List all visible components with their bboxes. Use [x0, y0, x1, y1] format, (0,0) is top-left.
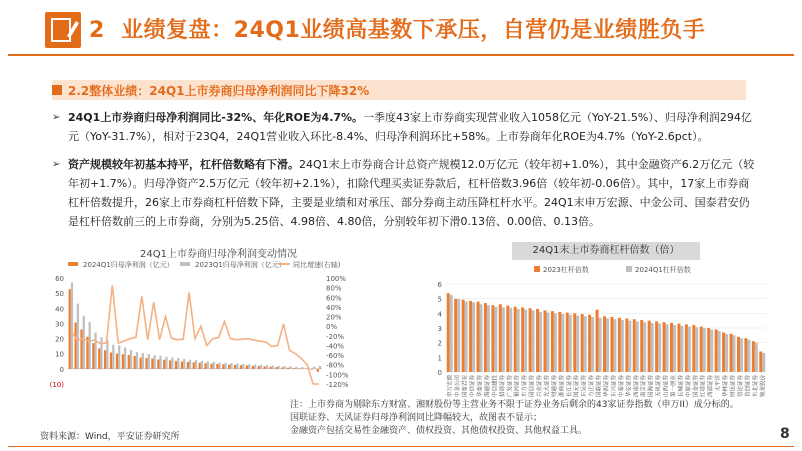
bar-2024q1	[246, 366, 248, 369]
y2-tick-label: -20%	[326, 332, 345, 341]
bar-leverage-2024q1	[576, 316, 579, 372]
bar-leverage-2024q1	[450, 295, 453, 372]
bar-leverage-2024q1	[546, 313, 549, 372]
bar-2024q1	[252, 366, 254, 369]
bar-leverage-2023	[491, 305, 494, 372]
bar-leverage-2024q1	[688, 327, 691, 372]
legend-swatch	[180, 262, 190, 266]
bar-2024q1	[204, 363, 206, 369]
bar-leverage-2024q1	[613, 319, 616, 372]
bar-leverage-2023	[730, 334, 733, 372]
bar-leverage-2024q1	[718, 331, 721, 372]
bar-2024q1	[80, 329, 82, 368]
note-line: 金融资产包括交易性金融资产、债权投资、其他债权投资、其他权益工具。	[290, 426, 588, 436]
y2-tick-label: 100%	[326, 275, 347, 283]
bar-leverage-2023	[663, 322, 666, 372]
paragraph-2-text: 24Q1末上市券商合计总资产规模12.0万亿元（较年初+1.0%），其中金融资产6.2万亿元（较年初+1.7%）。归母净资产2.5万亿元（较年初+2.1%），扣除代理买卖证券款后，杠杆倍数3.96倍（较年初-0.06倍）。其中，17家上市券商杠杆倍数提升，26家上市券商杠杆倍数下降，主要是业绩和对承压、部分券商主动压降杠杆水平。24Q1末申万宏源、中金公司、国泰君安仍是杠杆倍数前三的上市券商，分别为5.25倍、4.98倍、4.80倍，分别较年初下滑0.13倍、0.00倍、0.13倍。	[68, 158, 755, 228]
bar-2024q1	[234, 365, 236, 369]
bar-2024q1	[157, 359, 159, 368]
paragraph-2-lead: 资产规模较年初基本持平，杠杆倍数略有下滑。	[68, 158, 299, 171]
bar-2023q1	[236, 363, 238, 368]
bar-leverage-2024q1	[680, 326, 683, 372]
bar-2023q1	[260, 365, 262, 369]
bar-leverage-2023	[543, 310, 546, 372]
bar-2024q1	[264, 366, 266, 368]
bar-2024q1	[228, 365, 230, 369]
bar-leverage-2023	[551, 311, 554, 372]
x-category-label: 华泰证券	[477, 375, 484, 398]
bar-leverage-2023	[640, 320, 643, 372]
bar-leverage-2024q1	[494, 307, 497, 372]
page-header	[8, 8, 794, 52]
x-category-label: 申万宏源	[447, 375, 454, 398]
y2-tick-label: -40%	[326, 342, 345, 351]
bar-2023q1	[272, 366, 274, 369]
x-category-label: 银河证券	[514, 375, 521, 398]
bar-leverage-2023	[558, 312, 561, 372]
bar-2023q1	[118, 345, 120, 368]
bar-2023q1	[289, 366, 291, 368]
x-category-label: 国金证券	[693, 375, 700, 398]
x-category-label: 光大证券	[544, 375, 551, 398]
bar-2023q1	[77, 304, 79, 369]
x-category-label: 红塔证券	[700, 375, 707, 398]
y-tick-label: 20	[55, 335, 64, 344]
y-tick-label: 40	[55, 305, 64, 314]
bar-2023q1	[242, 364, 244, 369]
y-tick-label: 5	[437, 295, 442, 304]
bar-leverage-2024q1	[509, 308, 512, 372]
bar-2024q1	[193, 362, 195, 369]
bar-2023q1	[136, 352, 138, 369]
bar-2023q1	[177, 358, 179, 369]
left-chart-title: 24Q1上市券商归母净利润变动情况	[140, 249, 297, 260]
bar-2023q1	[94, 333, 96, 369]
x-category-label: 太平洋	[715, 375, 722, 392]
bar-2024q1	[187, 362, 189, 369]
bar-2024q1	[222, 364, 224, 369]
bar-leverage-2023	[685, 324, 688, 372]
x-category-label: 中原证券	[685, 375, 692, 398]
bar-leverage-2023	[499, 304, 502, 372]
y-tick-label: 6	[437, 281, 442, 289]
bar-leverage-2023	[610, 317, 613, 372]
bar-2024q1	[74, 323, 76, 369]
x-category-label: 西部证券	[708, 375, 715, 398]
bar-2023q1	[230, 363, 232, 369]
bar-leverage-2023	[625, 318, 628, 372]
bar-leverage-2024q1	[762, 353, 765, 372]
bar-leverage-2024q1	[591, 317, 594, 372]
title-underline	[8, 54, 794, 56]
bar-2023q1	[71, 283, 73, 369]
y-tick-label: 0	[437, 369, 442, 377]
bar-leverage-2024q1	[658, 324, 661, 372]
bar-2024q1	[139, 358, 141, 369]
x-category-label: 东北证券	[752, 375, 759, 398]
x-category-label: 第一创业	[670, 375, 677, 398]
bar-2023q1	[148, 354, 150, 369]
bar-leverage-2024q1	[628, 321, 631, 372]
bar-2023q1	[224, 363, 226, 369]
bar-2024q1	[216, 364, 218, 369]
bar-leverage-2023	[469, 301, 472, 372]
bar-2024q1	[258, 366, 260, 369]
x-category-label: 华林证券	[723, 375, 730, 398]
bar-2024q1	[116, 354, 118, 369]
bar-leverage-2023	[715, 329, 718, 372]
bar-leverage-2024q1	[517, 309, 520, 372]
x-category-label: 海通证券	[484, 375, 491, 398]
bar-2024q1	[98, 348, 100, 368]
bar-leverage-2024q1	[621, 320, 624, 372]
x-category-label: 信达证券	[737, 375, 744, 398]
bar-leverage-2023	[692, 325, 695, 372]
legend-label: 2023Q1归母净利润（亿元）	[195, 261, 286, 269]
bar-leverage-2023	[581, 314, 584, 372]
bar-2023q1	[219, 362, 221, 368]
y2-tick-label: 0%	[326, 323, 338, 332]
x-category-label: 广发证券	[507, 375, 514, 398]
x-category-label: 东方证券	[522, 375, 529, 398]
x-category-label: 财通证券	[551, 375, 558, 398]
bar-leverage-2024q1	[561, 314, 564, 372]
y2-tick-label: 40%	[326, 303, 342, 312]
y-tick-label: 0	[59, 365, 64, 374]
bar-2023q1	[142, 353, 144, 369]
bar-leverage-2023	[618, 318, 621, 372]
bar-leverage-2023	[447, 293, 450, 372]
section-label: 2.2整体业绩：24Q1上市券商归母净利润同比下降32%	[68, 84, 370, 98]
arrow-bullet-icon: ➢	[52, 159, 61, 170]
y-tick-label: (10)	[49, 381, 64, 389]
y-tick-label: 1	[437, 354, 442, 363]
bar-leverage-2023	[514, 307, 517, 372]
bar-leverage-2024q1	[643, 322, 646, 372]
right-chart-title: 24Q1末上市券商杠杆倍数（倍）	[512, 242, 700, 260]
page-title: 2 业绩复盘：24Q1业绩高基数下承压，自营仍是业绩胜负手	[89, 18, 706, 43]
bar-2024q1	[134, 356, 136, 369]
x-category-label: 国海证券	[648, 375, 655, 398]
bar-leverage-2024q1	[532, 310, 535, 372]
y2-tick-label: 20%	[326, 313, 342, 322]
x-category-label: 东兴证券	[611, 375, 618, 398]
bar-leverage-2024q1	[673, 325, 676, 372]
x-category-label: 锦龙股份	[760, 375, 767, 398]
x-category-label: 兴业证券	[537, 375, 544, 398]
bar-2024q1	[169, 360, 171, 368]
y2-tick-label: -100%	[326, 371, 349, 380]
leverage-chart	[430, 262, 770, 402]
bar-leverage-2024q1	[569, 315, 572, 372]
bar-2023q1	[295, 367, 297, 369]
bar-2024q1	[199, 363, 201, 369]
y2-tick-label: 60%	[326, 294, 342, 303]
bar-2024q1	[104, 350, 106, 369]
x-category-label: 国泰君安	[462, 375, 469, 398]
y2-tick-label: -120%	[326, 381, 349, 389]
bar-2023q1	[112, 345, 114, 369]
bar-leverage-2023	[566, 313, 569, 372]
bar-2023q1	[201, 361, 203, 369]
bar-leverage-2024q1	[539, 312, 542, 372]
x-category-label: 财达证券	[730, 375, 737, 398]
x-category-label: 天风证券	[656, 375, 663, 398]
x-category-label: 山西证券	[663, 375, 670, 398]
section-marker	[52, 85, 62, 95]
bar-2023q1	[248, 364, 250, 369]
bar-leverage-2024q1	[599, 318, 602, 372]
bar-2023q1	[106, 340, 108, 369]
y2-tick-label: -80%	[326, 361, 345, 370]
legend-label: 2023杠杆倍数	[543, 266, 589, 274]
bar-2024q1	[293, 368, 295, 369]
y2-tick-label: -60%	[326, 352, 345, 361]
x-category-label: 华西证券	[604, 375, 610, 398]
bar-leverage-2024q1	[479, 304, 482, 372]
bar-2024q1	[269, 367, 271, 369]
y-tick-label: 60	[55, 275, 64, 283]
bar-leverage-2023	[588, 315, 591, 372]
source-note: 资料来源：Wind，平安证券研究所	[40, 432, 180, 442]
bar-leverage-2024q1	[554, 313, 557, 372]
bar-2024q1	[128, 355, 130, 369]
bar-2023q1	[89, 322, 91, 369]
bar-leverage-2023	[722, 332, 725, 372]
x-category-label: 中信证券	[470, 375, 477, 398]
bar-leverage-2023	[596, 310, 599, 372]
bar-leverage-2023	[737, 337, 740, 372]
section-header	[52, 80, 746, 100]
x-category-label: 中泰证券	[618, 375, 625, 398]
bar-leverage-2023	[536, 309, 539, 372]
bar-2024q1	[163, 360, 165, 369]
bar-leverage-2024q1	[584, 316, 587, 372]
bar-leverage-2023	[484, 303, 487, 372]
bar-2024q1	[287, 368, 289, 369]
bar-2023q1	[301, 367, 303, 369]
bar-leverage-2024q1	[695, 327, 698, 372]
bar-2023q1	[124, 348, 126, 369]
bar-leverage-2023	[521, 307, 524, 372]
legend-label: 同比增速(右轴)	[293, 261, 341, 269]
bar-leverage-2023	[677, 324, 680, 372]
bar-leverage-2024q1	[740, 338, 743, 372]
x-category-label: 浙商证券	[559, 375, 566, 398]
bar-leverage-2024q1	[487, 305, 490, 372]
bar-2023q1	[183, 359, 185, 369]
y-tick-label: 10	[55, 350, 64, 359]
bar-leverage-2023	[700, 327, 703, 372]
bar-2024q1	[175, 361, 177, 369]
bar-2023q1	[278, 366, 280, 369]
bar-2024q1	[240, 365, 242, 369]
paragraph-1-lead: 24Q1上市券商归母净利润同比-32%、年化ROE为4.7%。	[68, 111, 364, 124]
bar-leverage-2024q1	[725, 334, 728, 372]
bar-2024q1	[275, 367, 277, 369]
bar-2023q1	[189, 360, 191, 369]
y-tick-label: 30	[55, 320, 64, 329]
bar-leverage-2024q1	[703, 328, 706, 372]
bar-2023q1	[195, 360, 197, 369]
bar-2024q1	[69, 289, 71, 369]
arrow-bullet-icon: ➢	[52, 112, 61, 123]
legend-label: 2024Q1归母净利润（亿元）	[83, 261, 174, 269]
bar-leverage-2023	[670, 323, 673, 372]
bar-leverage-2023	[506, 306, 509, 372]
bar-leverage-2023	[707, 328, 710, 372]
footer-line	[8, 446, 794, 447]
bar-2024q1	[110, 353, 112, 369]
pencil-icon	[45, 12, 81, 48]
x-category-label: 东吴证券	[581, 375, 588, 398]
bar-leverage-2024q1	[651, 323, 654, 372]
chart-notes	[290, 399, 739, 438]
x-category-label: 方正证券	[589, 375, 596, 398]
bar-leverage-2024q1	[733, 335, 736, 372]
bar-2023q1	[100, 337, 102, 369]
bar-leverage-2023	[655, 321, 658, 372]
bar-2023q1	[283, 366, 285, 369]
bar-2023q1	[83, 316, 85, 369]
bar-leverage-2024q1	[465, 302, 468, 372]
bar-2024q1	[299, 368, 301, 369]
bar-leverage-2023	[573, 313, 576, 372]
x-category-label: 首创证券	[745, 375, 752, 398]
x-category-label: 西南证券	[633, 375, 640, 398]
bar-leverage-2024q1	[606, 318, 609, 372]
bar-leverage-2023	[633, 319, 636, 372]
bar-leverage-2023	[462, 300, 465, 372]
y-tick-label: 3	[437, 325, 442, 333]
bar-leverage-2024q1	[502, 307, 505, 372]
x-category-label: 长城证券	[678, 375, 685, 398]
bar-2023q1	[171, 358, 173, 369]
y-tick-label: 50	[55, 290, 64, 299]
bar-2023q1	[165, 357, 167, 369]
bar-2024q1	[210, 364, 212, 369]
y-tick-label: 4	[437, 310, 442, 319]
legend-label: 2024Q1杠杆倍数	[635, 266, 691, 274]
bar-2024q1	[92, 343, 94, 369]
bar-leverage-2024q1	[666, 324, 669, 372]
bar-leverage-2023	[648, 321, 651, 372]
bar-leverage-2023	[477, 302, 480, 372]
bar-leverage-2024q1	[472, 302, 475, 372]
bar-2023q1	[266, 365, 268, 369]
x-category-label: 长江证券	[566, 375, 573, 398]
x-category-label: 国元证券	[574, 375, 581, 398]
page-number: 8	[780, 426, 790, 442]
bar-leverage-2023	[454, 299, 457, 372]
legend-swatch	[626, 266, 632, 272]
bar-2024q1	[145, 358, 147, 369]
legend-swatch	[68, 262, 78, 266]
x-category-label: 国信证券	[529, 375, 536, 398]
y2-tick-label: 80%	[326, 284, 342, 293]
bar-leverage-2024q1	[457, 299, 460, 372]
bar-2023q1	[154, 355, 156, 369]
bar-2024q1	[311, 369, 313, 370]
x-category-label: 中金公司	[455, 375, 462, 398]
bar-2024q1	[122, 354, 124, 369]
x-category-label: 中信建投	[492, 375, 499, 398]
yoy-growth-line	[71, 285, 319, 384]
bar-2023q1	[213, 362, 215, 369]
bar-2024q1	[181, 362, 183, 369]
bar-2023q1	[130, 350, 132, 369]
x-category-label: 华安证券	[626, 375, 633, 398]
bar-2024q1	[281, 367, 283, 369]
bar-2023q1	[313, 367, 315, 369]
x-category-label: 招商证券	[499, 375, 506, 398]
x-category-label: 国联证券	[596, 375, 603, 398]
bar-leverage-2023	[603, 316, 606, 372]
legend-swatch	[534, 266, 540, 272]
bar-2024q1	[317, 369, 319, 372]
bar-leverage-2024q1	[747, 340, 750, 372]
note-line: 国联证券、天风证券归母净利润同比降幅较大，故图表不显示；	[290, 413, 543, 423]
bar-leverage-2023	[759, 351, 762, 372]
bar-2024q1	[151, 359, 153, 369]
bar-2023q1	[159, 356, 161, 369]
paragraph-1-text: 一季度43家上市券商实现营业收入1058亿元（YoY-21.5%）、归母净利润294亿元（YoY-31.7%），相对于23Q4，24Q1营业收入环比-8.4%、归母净利润环比+58%。上市券商年化ROE为4.7%（YoY-2.6pct）。	[68, 111, 752, 143]
bar-leverage-2023	[744, 338, 747, 372]
note-line: 注：上市券商为剔除东方财富、湘财股份等主营业务不限于证券业务后剩余的43家证券指数（申万II）成分标的。	[290, 400, 739, 410]
bar-leverage-2024q1	[524, 310, 527, 372]
bar-leverage-2024q1	[636, 321, 639, 372]
bar-leverage-2024q1	[710, 329, 713, 372]
x-category-label: 南京证券	[641, 375, 648, 398]
bar-2023q1	[207, 361, 209, 369]
y-tick-label: 2	[437, 339, 442, 348]
net-profit-chart	[40, 258, 370, 398]
bar-leverage-2023	[752, 341, 755, 372]
bar-2023q1	[254, 365, 256, 369]
bar-leverage-2024q1	[755, 343, 758, 372]
bar-leverage-2023	[529, 308, 532, 372]
bar-2023q1	[319, 366, 321, 369]
